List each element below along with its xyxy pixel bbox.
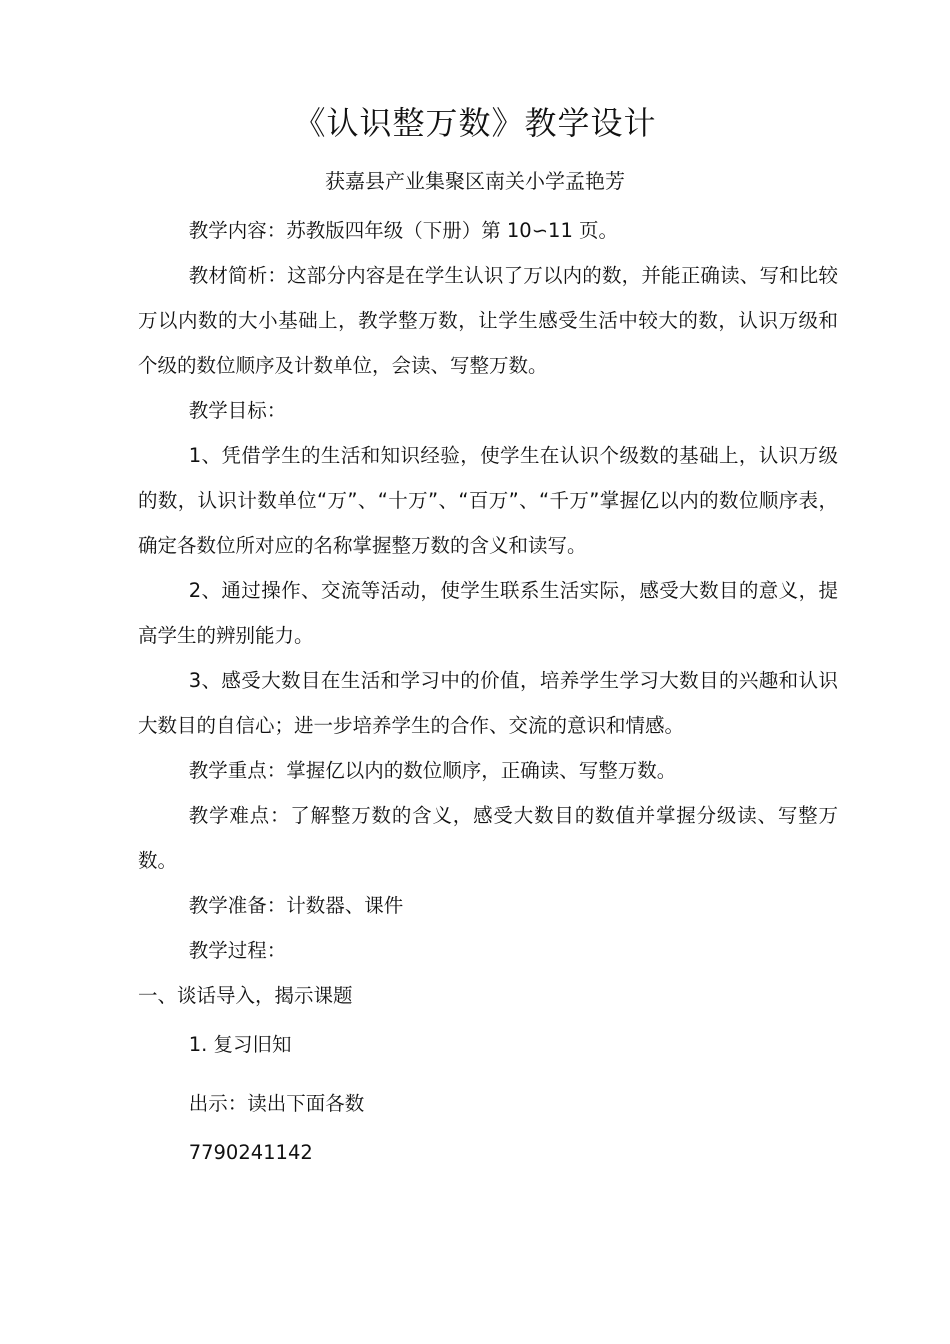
author-line: 获嘉县产业集聚区南关小学孟艳芳 [325,169,625,193]
teaching-content: 教学内容：苏教版四年级（下册）第 10∽11 页。 [188,219,619,242]
goal-3: 3、感受大数目在生活和学习中的价值，培养学生学习大数目的兴趣和认识大数目的自信心；进一步培养学生的合作、交流的意识和情感。 [138,669,838,737]
difficulty: 教学难点：了解整万数的含义，感受大数目的数值并掌握分级读、写整万数。 [138,804,838,872]
step-1: 1. 复习旧知 [188,1033,292,1056]
document-title: 《认识整万数》教学设计 [293,104,657,142]
document-body [138,208,838,1175]
show-prompt: 出示：读出下面各数 [188,1092,365,1115]
goals-label: 教学目标： [188,399,287,422]
goal-2: 2、通过操作、交流等活动，使学生联系生活实际，感受大数目的意义，提高学生的辨别能力。 [138,579,838,647]
section-heading-1: 一、谈话导入，揭示课题 [138,984,353,1007]
goal-1: 1、凭借学生的生活和知识经验，使学生在认识个级数的基础上，认识万级的数，认识计数单位“万”、“十万”、“百万”、“千万”掌握亿以内的数位顺序表，确定各数位所对应的名称掌握整万数的含义和读写。 [138,444,838,557]
preparation: 教学准备：计数器、课件 [188,894,404,917]
number-to-read: 7790241142 [188,1141,313,1164]
material-analysis: 教材简析：这部分内容是在学生认识了万以内的数，并能正确读、写和比较万以内数的大小基础上，教学整万数，让学生感受生活中较大的数，认识万级和个级的数位顺序及计数单位，会读、写整万数。 [138,264,838,377]
key-point: 教学重点：掌握亿以内的数位顺序，正确读、写整万数。 [188,759,677,782]
process-label: 教学过程： [188,939,287,962]
